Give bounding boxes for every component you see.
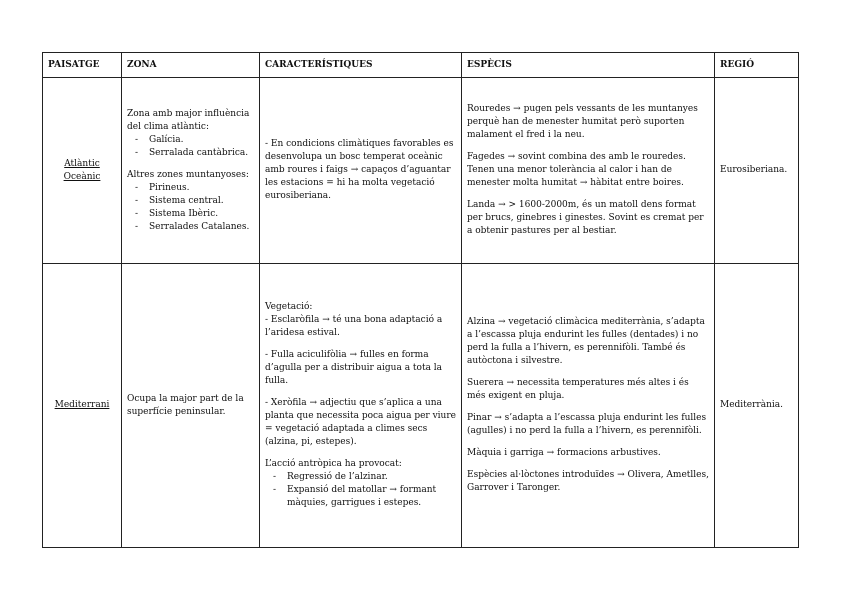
table-row xyxy=(43,264,799,548)
accio-list xyxy=(265,471,456,510)
zona-list xyxy=(127,134,254,160)
list-item: - Galícia. xyxy=(149,134,254,147)
table-row xyxy=(43,78,799,264)
caracteristiques-item: - Xeròfila → adjectiu que s’aplica a una planta que necessita poca aigua per viure = vegetació adaptada a climes secs (alzina, pi, estepes). xyxy=(265,398,456,447)
paisatge-name-line: Oceànic xyxy=(63,171,101,182)
header-paisatge: PAISATGE xyxy=(43,53,122,78)
especie-paragraph: Alzina → vegetació climàcica mediterrània, s’adapta a l’escassa pluja endurint les fulles (dentades) i no perd la fulla a l’hivern, es perennifòli. També és autòctona i silvestre. xyxy=(467,317,705,366)
especie-paragraph: Suerera → necessita temperatures més altes i és més exigent en pluja. xyxy=(467,378,689,401)
caracteristiques-cell xyxy=(260,78,462,264)
header-zona: ZONA xyxy=(122,53,260,78)
zona-cell xyxy=(122,264,260,548)
zona-cell xyxy=(122,78,260,264)
caracteristiques-item: - Fulla aciculifòlia → fulles en forma d’agulla per a distribuir aigua a tota la fulla. xyxy=(265,350,443,386)
paisatge-cell xyxy=(43,264,122,548)
header-row xyxy=(43,53,799,78)
especie-paragraph: Pinar → s’adapta a l’escassa pluja endurint les fulles (agulles) i no perd la fulla a l’hivern, es perennifòli. xyxy=(467,413,707,436)
list-item: - Pirineus. xyxy=(149,182,254,195)
landscape-table xyxy=(42,52,799,548)
list-item: - Serralada cantàbrica. xyxy=(149,147,254,160)
caracteristiques-heading: Vegetació: xyxy=(265,302,313,312)
header-regio: REGIÓ xyxy=(715,53,799,78)
especie-paragraph: Fagedes → sovint combina des amb le rouredes. Tenen una menor tolerància al calor i han de menester molta humitat → hàbitat entre boires. xyxy=(467,152,686,188)
especie-paragraph: Landa → > 1600-2000m, és un matoll dens format per brucs, ginebres i ginestes. Sovint es cremat per a obtenir pastures per al bestiar. xyxy=(467,200,704,236)
list-item: - Serralades Catalanes. xyxy=(149,221,254,234)
zona-intro: Altres zones muntanyoses: xyxy=(127,169,249,180)
header-caracteristiques: CARACTERÍSTIQUES xyxy=(260,53,462,78)
caracteristiques-item: - Esclaròfila → té una bona adaptació a l’aridesa estival. xyxy=(265,315,443,338)
caracteristiques-text: - En condicions climàtiques favorables es desenvolupa un bosc temperat oceànic amb roures i faigs → capaços d’aguantar les estacions = hi ha molta vegetació eurosiberiana. xyxy=(265,139,454,201)
paisatge-name-line: Atlàntic xyxy=(64,158,100,169)
list-item: - Regressió de l’alzinar. xyxy=(287,471,456,484)
especie-paragraph: Màquia i garriga → formacions arbustives. xyxy=(467,448,661,458)
caracteristiques-cell xyxy=(260,264,462,548)
accio-antropica-heading: L’acció antròpica ha provocat: xyxy=(265,459,402,469)
list-item: - Expansió del matollar → formant màquies, garrigues i estepes. xyxy=(287,484,456,510)
zona-list xyxy=(127,182,254,234)
paisatge-cell xyxy=(43,78,122,264)
zona-intro: Zona amb major influència del clima atlàntic: xyxy=(127,108,250,132)
especis-cell xyxy=(462,78,715,264)
zona-intro: Ocupa la major part de la superfície peninsular. xyxy=(127,393,244,417)
especis-cell xyxy=(462,264,715,548)
header-especis: ESPÈCIS xyxy=(462,53,715,78)
especie-paragraph: Espècies al·lòctones introduïdes → Olivera, Ametlles, Garrover i Taronger. xyxy=(467,470,709,493)
especie-paragraph: Rouredes → pugen pels vessants de les muntanyes perquè han de menester humitat però suporten malament el fred i la neu. xyxy=(467,104,698,140)
regio-cell: Eurosiberiana. xyxy=(715,78,799,264)
list-item: - Sistema Ibèric. xyxy=(149,208,254,221)
paisatge-name-line: Mediterrani xyxy=(54,400,110,410)
list-item: - Sistema central. xyxy=(149,195,254,208)
regio-cell: Mediterrània. xyxy=(715,264,799,548)
